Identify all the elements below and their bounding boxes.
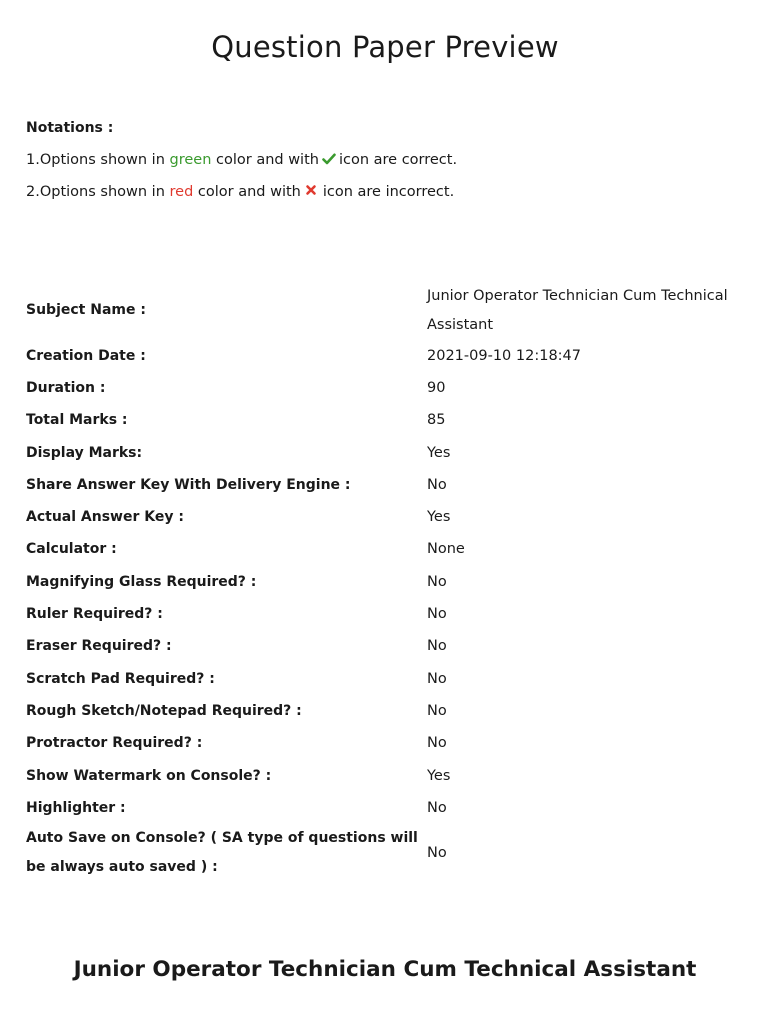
table-row bbox=[26, 760, 746, 792]
table-row bbox=[26, 501, 746, 533]
table-row bbox=[26, 372, 746, 404]
table-row bbox=[26, 824, 746, 882]
notation-incorrect-middle: color and with bbox=[193, 184, 301, 200]
table-row bbox=[26, 695, 746, 727]
detail-value: No bbox=[427, 702, 447, 719]
table-row bbox=[26, 631, 746, 663]
check-icon bbox=[322, 153, 336, 165]
table-row bbox=[26, 469, 746, 501]
notation-incorrect bbox=[26, 184, 746, 205]
notation-green-word: green bbox=[169, 152, 212, 168]
table-row bbox=[26, 566, 746, 598]
detail-value: Yes bbox=[427, 509, 451, 526]
detail-value: No bbox=[427, 844, 447, 861]
table-row bbox=[26, 598, 746, 630]
detail-value: No bbox=[427, 476, 447, 493]
table-row bbox=[26, 405, 746, 437]
detail-label: Ruler Required? : bbox=[26, 606, 163, 623]
table-row bbox=[26, 340, 746, 372]
detail-label: Show Watermark on Console? : bbox=[26, 767, 272, 784]
detail-value: Yes bbox=[427, 767, 451, 784]
detail-label: Magnifying Glass Required? : bbox=[26, 573, 257, 590]
notation-correct-prefix: 1.Options shown in bbox=[26, 152, 170, 168]
detail-label: Total Marks : bbox=[26, 412, 128, 429]
detail-value: 90 bbox=[427, 379, 446, 396]
section-title: Junior Operator Technician Cum Technical Assistant bbox=[73, 957, 697, 982]
detail-label: Calculator : bbox=[26, 541, 117, 558]
detail-value: No bbox=[427, 670, 447, 687]
detail-value: No bbox=[427, 606, 447, 623]
table-row bbox=[26, 534, 746, 566]
table-row bbox=[26, 663, 746, 695]
detail-label: Subject Name : bbox=[26, 302, 146, 318]
table-row bbox=[26, 281, 746, 340]
detail-label: Duration : bbox=[26, 379, 106, 396]
notation-incorrect-suffix: icon are incorrect. bbox=[322, 184, 455, 200]
notation-red-word: red bbox=[169, 184, 194, 200]
notation-incorrect-prefix: 2.Options shown in bbox=[26, 184, 170, 200]
detail-label: Eraser Required? : bbox=[26, 638, 172, 655]
detail-label: Actual Answer Key : bbox=[26, 509, 184, 526]
notation-correct bbox=[26, 152, 746, 173]
cross-icon bbox=[305, 184, 317, 196]
detail-value: Yes bbox=[427, 444, 451, 461]
detail-value: No bbox=[427, 638, 447, 655]
notations-block bbox=[26, 120, 746, 205]
detail-value: No bbox=[427, 799, 447, 816]
detail-label: Highlighter : bbox=[26, 799, 126, 816]
detail-label: Scratch Pad Required? : bbox=[26, 670, 215, 687]
detail-label: Creation Date : bbox=[26, 347, 146, 364]
notation-correct-middle: color and with bbox=[211, 152, 319, 168]
page-title: Question Paper Preview bbox=[211, 30, 559, 64]
notation-correct-suffix: icon are correct. bbox=[338, 152, 458, 168]
detail-value: 85 bbox=[427, 412, 446, 429]
detail-label: Protractor Required? : bbox=[26, 735, 203, 752]
table-row bbox=[26, 792, 746, 824]
details-table bbox=[26, 281, 746, 882]
detail-value: None bbox=[427, 541, 465, 558]
detail-value: 2021-09-10 12:18:47 bbox=[427, 347, 581, 364]
detail-value: No bbox=[427, 573, 447, 590]
table-row bbox=[26, 728, 746, 760]
detail-label: Rough Sketch/Notepad Required? : bbox=[26, 702, 302, 719]
table-row bbox=[26, 437, 746, 469]
notations-heading: Notations : bbox=[26, 120, 114, 136]
detail-value: No bbox=[427, 735, 447, 752]
detail-label: Share Answer Key With Delivery Engine : bbox=[26, 476, 351, 493]
detail-label: Display Marks: bbox=[26, 444, 143, 461]
detail-value: Junior Operator Technician Cum Technical Assistant bbox=[427, 287, 728, 333]
detail-label: Auto Save on Console? ( SA type of questions will be always auto saved ) : bbox=[26, 830, 418, 876]
